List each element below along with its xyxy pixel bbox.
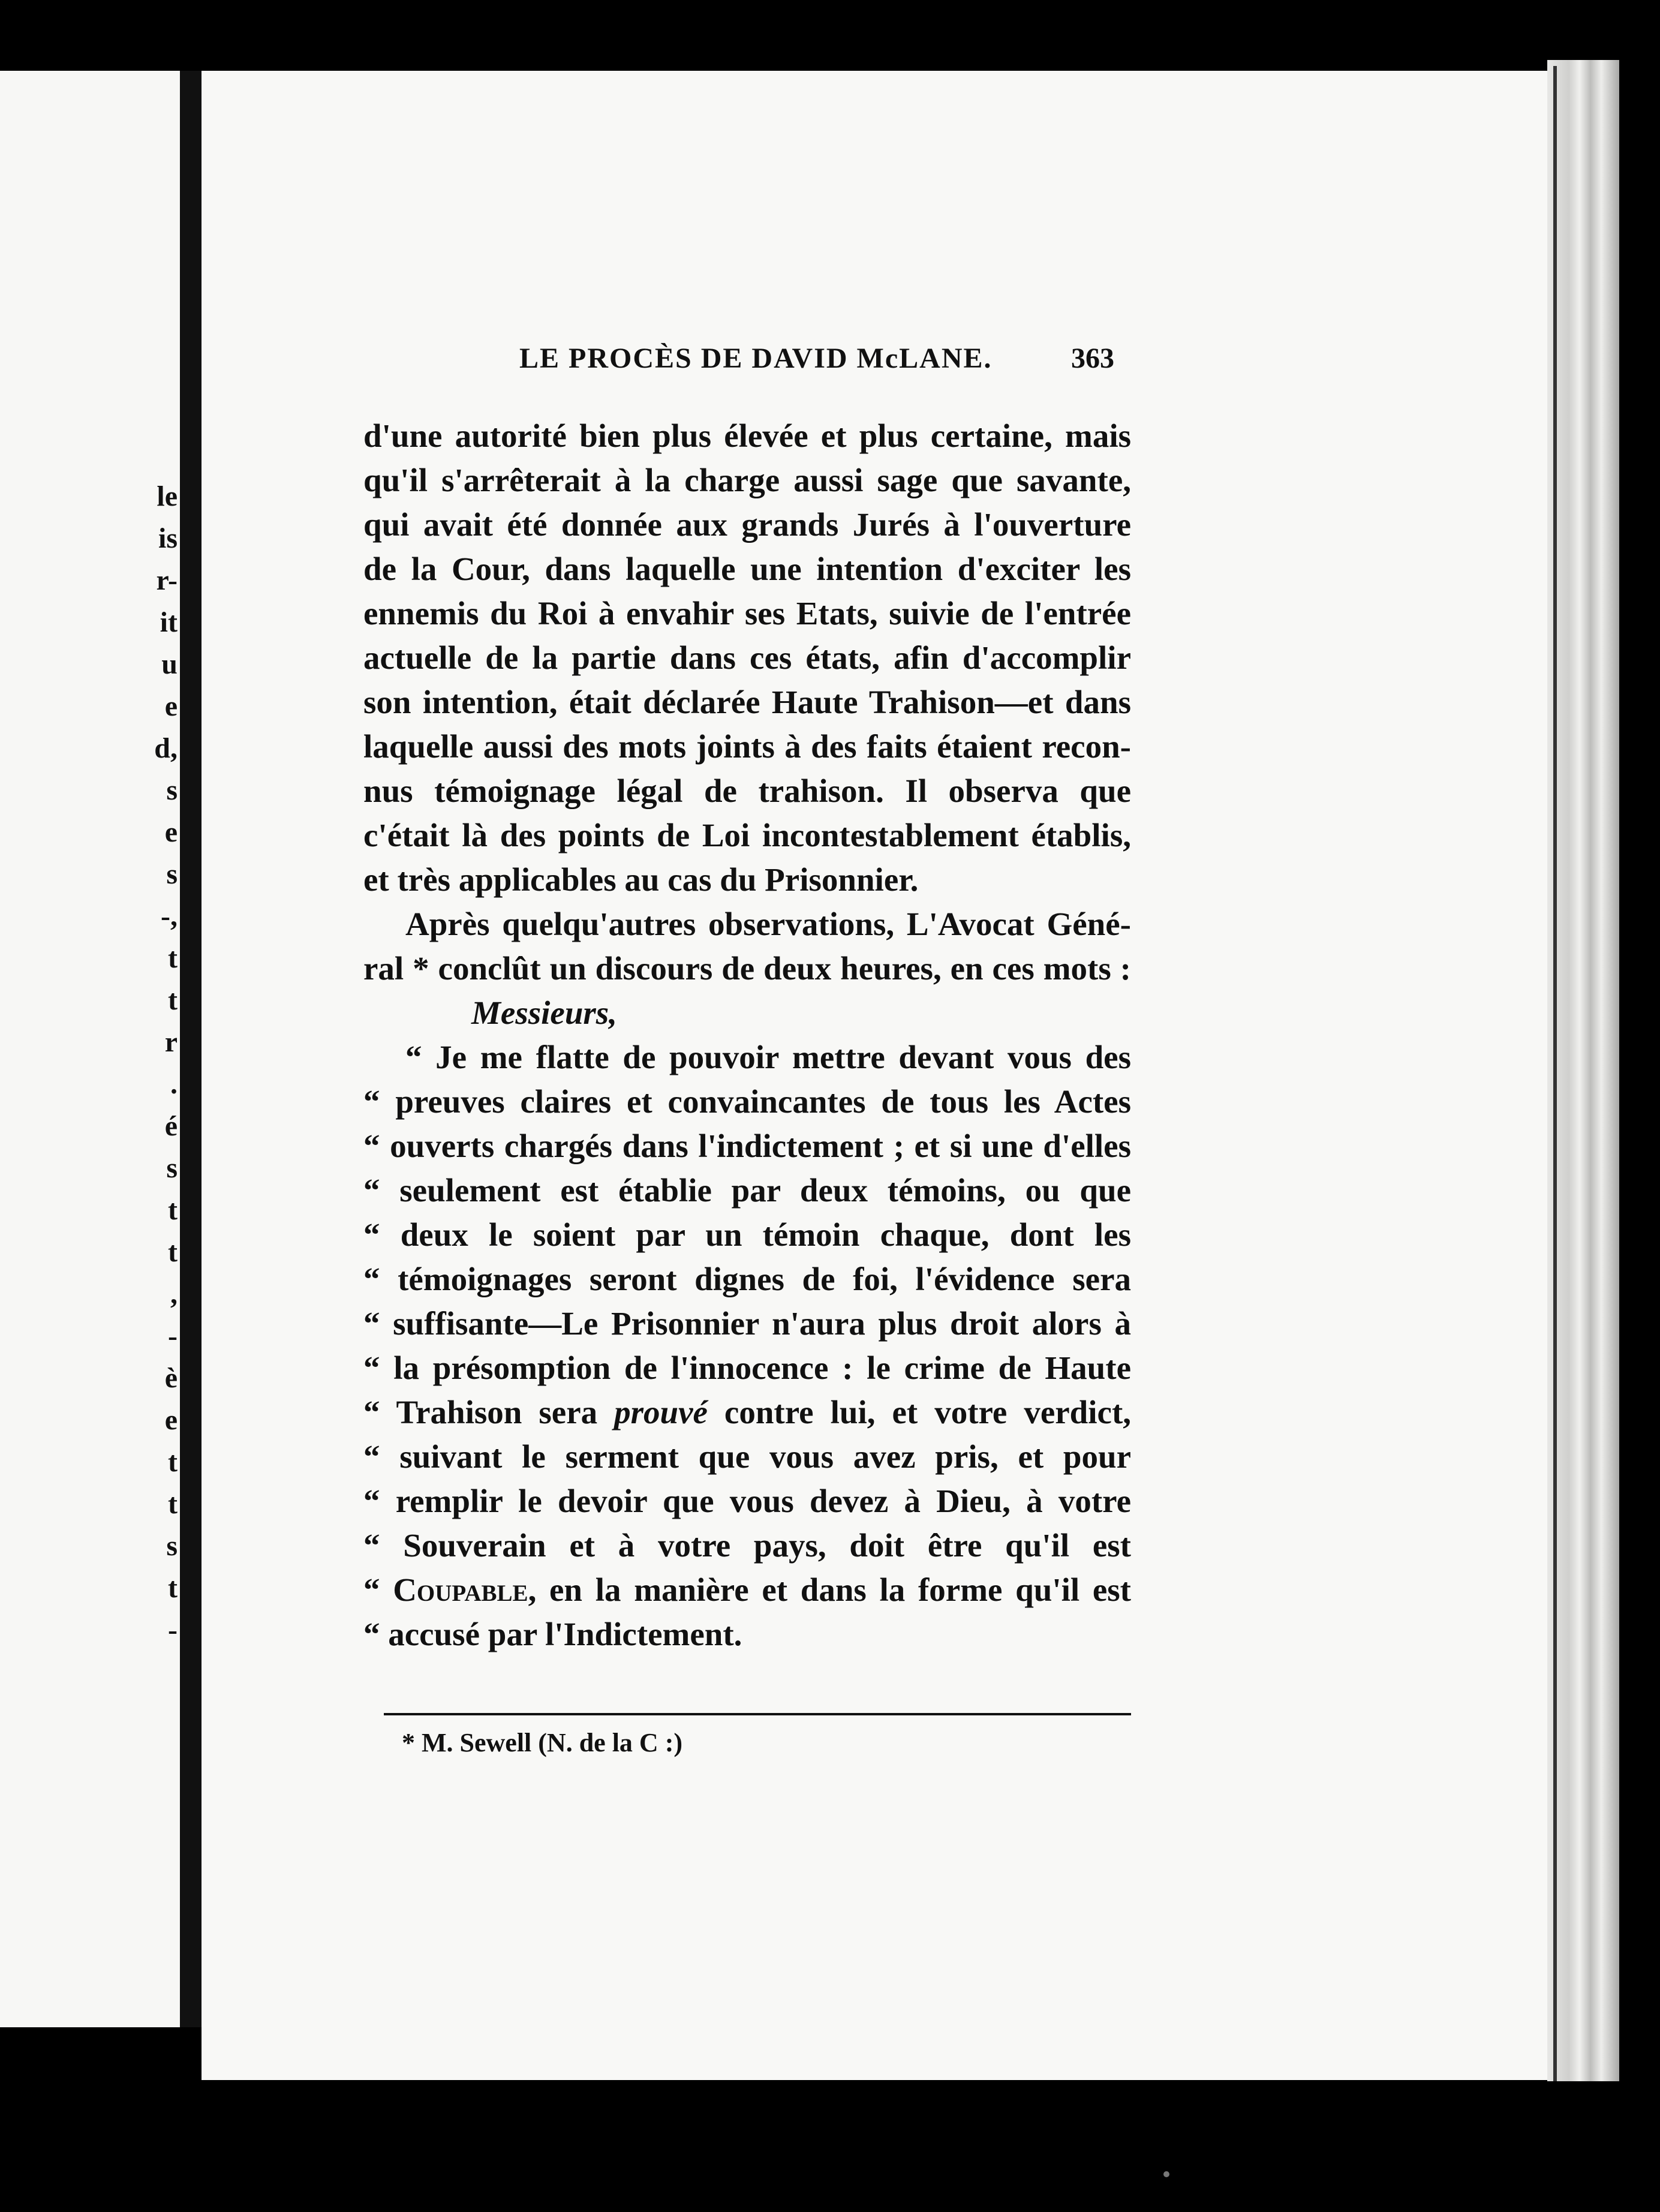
footnote-rule [384,1713,1131,1715]
left-page-fragment: - [168,1614,178,1646]
left-page-fragment: t [168,942,178,974]
left-page-fragment: è [164,1362,178,1394]
quote-italic-word: prouvé [614,1394,708,1430]
footnote: * M. Sewell (N. de la C :) [402,1728,683,1757]
left-page-fragment: . [170,1068,178,1100]
page-edge-shadow [1553,66,1557,2081]
left-page-fragment: -, [161,900,178,932]
left-page-fragment: r [164,1026,178,1058]
quote-line: “ deux le soient par un témoin chaque, dont les [363,1216,1131,1253]
left-page-fragment: , [170,1278,178,1310]
quote-line: “ ouverts chargés dans l'indictement ; et si une d'elles [363,1128,1131,1164]
left-page-fragment: le [157,480,178,512]
quotation [363,1035,1131,1390]
text-line: qu'il s'arrêterait à la charge aussi sage que savante, [363,462,1131,498]
left-facing-page [0,71,185,2027]
quote-line: “ Souverain et à votre pays, doit être qu'il est [363,1527,1131,1564]
text-line: son intention, était déclarée Haute Trahison—et dans [363,684,1131,720]
quote-text: “ Trahison sera [363,1394,615,1430]
quote-text: “ [363,1571,393,1608]
left-page-fragment: é [164,1110,178,1142]
text-line: nus témoignage légal de trahison. Il observa que [363,773,1131,809]
left-page-fragment: e [164,816,178,848]
left-page-fragment: t [168,1488,178,1520]
text-line: actuelle de la partie dans ces états, afin d'accomplir [363,639,1131,676]
book-gutter [180,71,202,2027]
quote-line: “ suivant le serment que vous avez pris, et pour [363,1438,1131,1475]
left-page-fragment: - [168,1320,178,1352]
scan-speck [1163,2171,1169,2177]
left-page-fragment: t [168,1236,178,1268]
quote-text: contre lui, et votre verdict, [707,1394,1132,1430]
left-page-fragment: s [166,774,178,806]
quote-smallcaps-word: Coupable [393,1571,528,1608]
left-page-fragment: d, [154,732,178,764]
text-line: c'était là des points de Loi incontestablement établis, [363,817,1131,853]
left-page-fragment: t [168,1194,178,1226]
paragraph-1 [363,414,1131,902]
quote-line-coupable [363,1568,1131,1612]
quote-line: “ seulement est établie par deux témoins, ou que [363,1172,1131,1209]
greeting: Messieurs, [471,994,617,1031]
left-page-fragment: s [166,858,178,890]
quote-line: “ la présomption de l'innocence : le crime de Haute [363,1350,1131,1386]
page-edges [1547,60,1619,2081]
quote-line: “ suffisante—Le Prisonnier n'aura plus droit alors à [363,1305,1131,1342]
paragraph-2 [363,902,1131,991]
left-page-fragment: e [164,690,178,722]
quote-line: “ témoignages seront dignes de foi, l'évidence sera [363,1261,1131,1297]
quote-text: , en la manière et dans la forme qu'il est [528,1571,1131,1608]
left-page-fragment: t [168,1572,178,1604]
text-line: et très applicables au cas du Prisonnier. [363,861,919,898]
page-number: 363 [1071,342,1114,374]
left-page-fragment: s [166,1530,178,1562]
left-page-fragment: t [168,1446,178,1478]
quotation-continued [363,1435,1131,1568]
text-line: ennemis du Roi à envahir ses Etats, suivie de l'entrée [363,595,1131,632]
left-page-fragment: it [160,606,178,638]
left-page-fragment: e [164,1404,178,1436]
left-page-fragment: u [161,648,178,680]
quote-line-prouve [363,1390,1131,1435]
body-text [363,414,1131,1657]
left-page-fragment: t [168,984,178,1016]
text-line: d'une autorité bien plus élevée et plus certaine, mais [363,417,1131,454]
left-page-fragment: s [166,1152,178,1184]
running-head: LE PROCÈS DE DAVID McLANE. [519,342,993,374]
text-line: de la Cour, dans laquelle une intention d'exciter les [363,551,1131,587]
text-line: Après quelqu'autres observations, L'Avocat Géné- [405,906,1131,942]
text-line: ral * conclût un discours de deux heures, en ces mots : [363,950,1131,987]
quote-last-line: “ accusé par l'Indictement. [363,1616,742,1652]
quote-line: “ Je me flatte de pouvoir mettre devant vous des [405,1039,1131,1075]
left-page-fragment: is [158,522,178,554]
quote-line: “ preuves claires et convaincantes de tous les Actes [363,1083,1131,1120]
text-line: qui avait été donnée aux grands Jurés à l'ouverture [363,506,1131,543]
left-page-fragment: r- [156,564,178,596]
text-line: laquelle aussi des mots joints à des faits étaient recon- [363,728,1131,765]
quote-line: “ remplir le devoir que vous devez à Dieu, à votre [363,1483,1131,1519]
